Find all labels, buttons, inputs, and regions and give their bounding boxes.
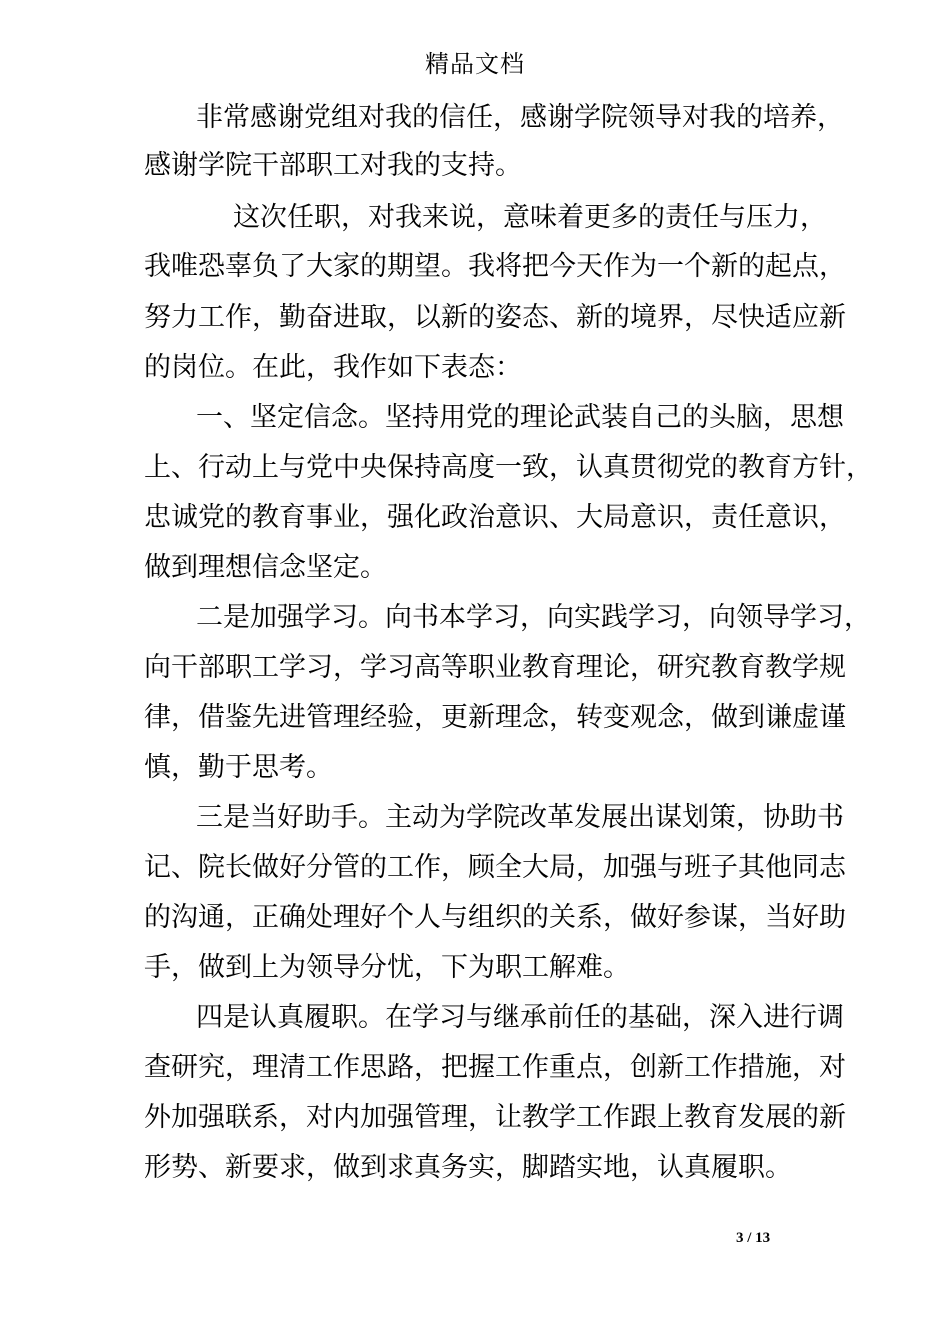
page-number: 3 / 13 xyxy=(736,1230,771,1246)
text-line: 向干部职工学习，学习高等职业教育理论，研究教育教学规 xyxy=(144,652,846,683)
text-line: 外加强联系，对内加强管理，让教学工作跟上教育发展的新 xyxy=(144,1102,846,1133)
text-line: 形势、新要求，做到求真务实，脚踏实地，认真履职。 xyxy=(144,1152,792,1183)
text-line: 一、坚定信念。坚持用党的理论武装自己的头脑，思想 xyxy=(196,402,844,433)
text-line: 的岗位。在此，我作如下表态： xyxy=(144,352,522,383)
text-line: 这次任职，对我来说，意味着更多的责任与压力， xyxy=(233,202,827,233)
text-line: 律，借鉴先进管理经验，更新理念，转变观念，做到谦虚谨 xyxy=(144,702,846,733)
text-line: 查研究，理清工作思路，把握工作重点，创新工作措施，对 xyxy=(144,1052,846,1083)
text-line: 手，做到上为领导分忧，下为职工解难。 xyxy=(144,952,630,983)
page-header-title: 精品文档 xyxy=(425,50,525,78)
text-line: 慎，勤于思考。 xyxy=(144,752,333,783)
text-line: 记、院长做好分管的工作，顾全大局，加强与班子其他同志 xyxy=(144,852,846,883)
text-line: 努力工作，勤奋进取，以新的姿态、新的境界，尽快适应新 xyxy=(144,302,846,333)
text-line: 非常感谢党组对我的信任，感谢学院领导对我的培养， xyxy=(196,102,844,133)
text-line: 我唯恐辜负了大家的期望。我将把今天作为一个新的起点， xyxy=(144,251,846,282)
text-line: 忠诚党的教育事业，强化政治意识、大局意识，责任意识， xyxy=(144,502,846,533)
text-line: 三是当好助手。主动为学院改革发展出谋划策，协助书 xyxy=(196,802,844,833)
text-line: 感谢学院干部职工对我的支持。 xyxy=(144,150,522,181)
text-line: 上、行动上与党中央保持高度一致，认真贯彻党的教育方针， xyxy=(144,452,873,483)
text-line: 四是认真履职。在学习与继承前任的基础，深入进行调 xyxy=(196,1002,844,1033)
text-line: 的沟通，正确处理好个人与组织的关系，做好参谋，当好助 xyxy=(144,902,846,933)
text-line: 做到理想信念坚定。 xyxy=(144,552,387,583)
text-line: 二是加强学习。向书本学习，向实践学习，向领导学习， xyxy=(196,602,871,633)
